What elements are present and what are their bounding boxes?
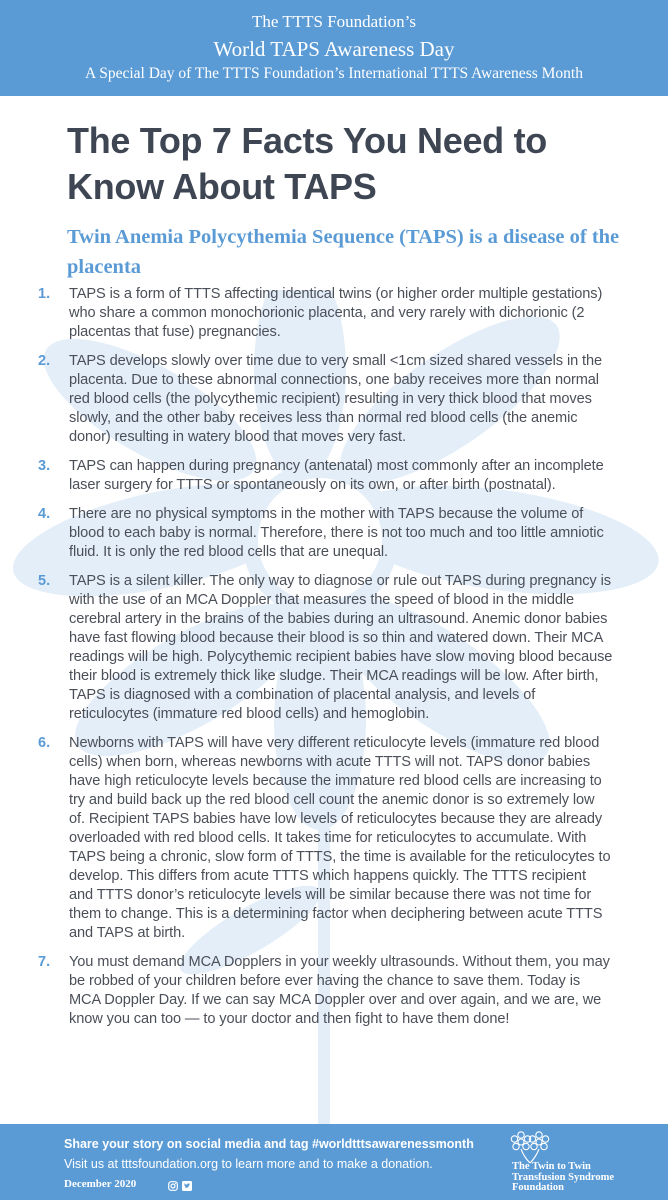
fact-number: 4. [38,506,51,522]
social-links [168,1178,192,1188]
foundation-logo-text [512,1162,662,1194]
fact-number: 7. [38,954,51,970]
date-label: December 2020 [64,1178,137,1190]
logo-text-line: Foundation [512,1182,564,1193]
footer-banner [0,1124,668,1200]
fact-text: You must demand MCA Dopplers in your weekly ultrasounds. Without them, you may be robbed of your children before ever having the chance to save them. Today is MCA Doppler Day. If we can say MCA Doppler over and over again, and we are, we know you can too — to your doctor and then fight to have them done! [69,954,610,1027]
header-event-title: World TAPS Awareness Day [213,37,455,61]
fact-number: 1. [38,286,51,302]
fact-item [38,285,613,342]
fact-number: 6. [38,735,51,751]
fact-item [38,734,613,943]
fact-item [38,953,613,1029]
fact-item [38,352,613,447]
fact-text: TAPS is a form of TTTS affecting identical twins (or higher order multiple gestations) who share a common monochorionic placenta, and very rarely with dichorionic (2 placentas that fuse) pregnancies. [69,286,603,340]
twitter-icon[interactable] [182,1178,192,1188]
fact-number: 2. [38,353,51,369]
facts-list [38,285,613,1039]
fact-text: There are no physical symptoms in the mother with TAPS because the volume of blood to each baby is normal. Therefore, there is not too much and too little amniotic fluid. It is only the red blood cells that are unequal. [69,506,604,560]
header-banner [0,0,668,96]
instagram-icon[interactable] [168,1178,178,1188]
fact-text: TAPS can happen during pregnancy (antenatal) most commonly after an incomplete laser surgery for TTTS or spontaneously on its own, or after birth (postnatal). [69,458,604,493]
visit-callout: Visit us at tttsfoundation.org to learn more and to make a donation. [64,1157,433,1171]
fact-text: Newborns with TAPS will have very different reticulocyte levels (immature red blood cells) when born, whereas newborns with acute TTTS will not. TAPS donor babies have high reticulocyte levels because the immature red blood cells are increasing to try and build back up the red blood cell count the anemic donor is so extremely low of. Recipient TAPS babies have low levels of reticulocytes because they are already overloaded with red blood cells. It takes time for reticulocytes to accumulate. With TAPS being a chronic, slow form of TTTS, the time is available for the reticulocytes to develop. This differs from acute TTTS which happens quickly. The TTTS recipient and TTTS donor’s reticulocyte levels will be similar because there was not time for them to change. This is a determining factor when deciphering between acute TTTS and TAPS at birth. [69,735,611,941]
fact-item [38,572,613,724]
fact-number: 3. [38,458,51,474]
fact-text: TAPS is a silent killer. The only way to diagnose or rule out TAPS during pregnancy is with the use of an MCA Doppler that measures the speed of blood in the middle cerebral artery in the brains of the babies during an ultrasound. Anemic donor babies have fast flowing blood because their blood is so thin and watered down. Their MCA readings will be high. Polycythemic recipient babies have slow moving blood because their blood is extremely thick like sludge. Their MCA readings will be low. After birth, TAPS is diagnosed with a combination of placental analysis, and levels of reticulocytes (immature red blood cells) and hemoglobin. [69,573,613,722]
page-title: The Top 7 Facts You Need to Know About TAPS [67,120,547,207]
fact-text: TAPS develops slowly over time due to very small <1cm sized shared vessels in the placenta. Due to these abnormal connections, one baby receives more than normal red blood cells (the polycythemic recipient) resulting in very thick blood that moves slowly, and the other baby receives less than normal red blood cells (the anemic donor) resulting in watery blood that moves very fast. [69,353,603,445]
fact-number: 5. [38,573,51,589]
flower-logo-icon [508,1130,554,1164]
fact-item [38,505,613,562]
logo-text-line: The Twin to Twin [512,1161,591,1172]
header-subtitle-line: A Special Day of The TTTS Foundation’s International TTTS Awareness Month [85,65,583,82]
share-callout: Share your story on social media and tag #worldtttsawarenessmonth [64,1137,474,1151]
fact-item [38,457,613,495]
logo-text-line: Transfusion Syndrome [512,1171,615,1183]
header-foundation-line: The TTTS Foundation’s [251,12,416,31]
page-subtitle: Twin Anemia Polycythemia Sequence (TAPS) is a disease of the placenta [67,226,620,278]
